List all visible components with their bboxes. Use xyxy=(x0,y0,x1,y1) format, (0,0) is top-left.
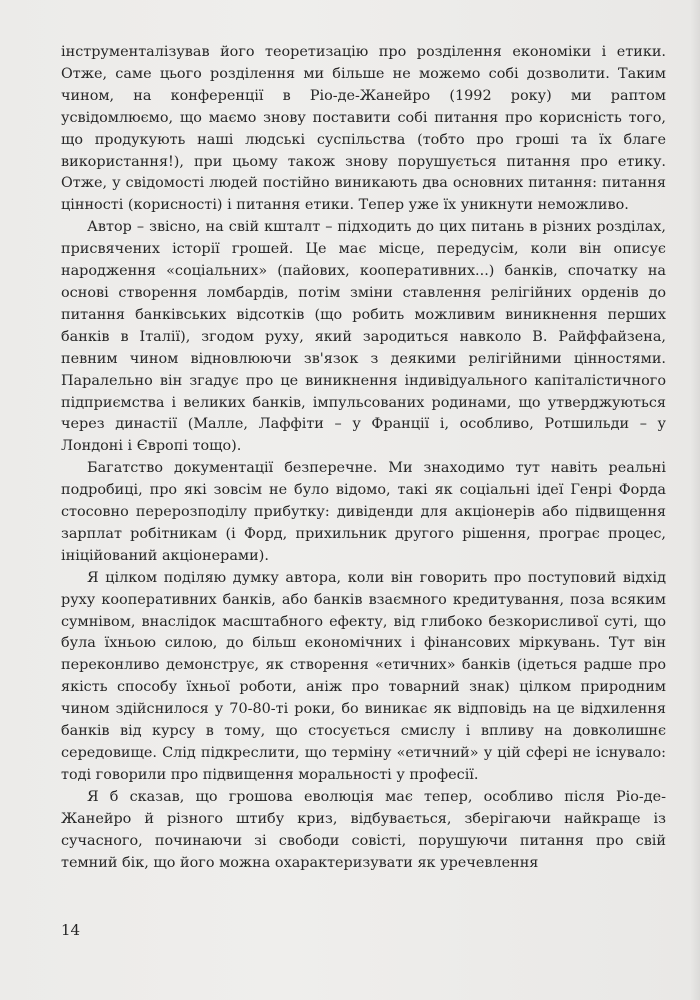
paragraph-3: Багатство документації безперечне. Ми знаходимо тут навіть реальні подробиці, про які зовсім не було відомо, такі як соціальні ідеї Генрі Форда стосовно перерозподілу прибутку: дивіденди для акціонерів або підвищення зарплат робітникам (і Форд, прихильник другого рішення, програє процес, ініційований акціонерами). xyxy=(61,460,666,564)
body-text xyxy=(61,42,666,874)
paragraph-2: Автор – звісно, на свій кшталт – підходить до цих питань в різних розділах, присвячених історії грошей. Це має місце, передусім, коли він описує народження «соціальних» (пайових, кооперативних...) банків, спочатку на основі створення ломбардів, потім зміни ставлення релігійних орденів до питання банківських відсотків (що робить можливим виникнення перших банків в Італії), згодом руху, який зародиться навколо В. Райффайзена, певним чином відновлюючи зв'язок з деякими релігійними цінностями. Паралельно він згадує про це виникнення індивідуального капіталістичного підприємства і великих банків, імпульсованих родинами, що утверджуються через династії (Малле, Лаффіти – у Франції і, особливо, Ротшильди – у Лондоні і Європі тощо). xyxy=(61,219,666,455)
paragraph-1: інструменталізував його теоретизацію про розділення економіки і етики. Отже, саме цього розділення ми більше не можемо собі дозволити. Таким чином, на конференції в Ріо-де-Жанейро (1992 року) ми раптом усвідомлюємо, що маємо знову поставити собі питання про корисність того, що продукують наші людські суспільства (тобто про гроші та їх благе використання!), при цьому також знову порушується питання про етику. Отже, у свідомості людей постійно виникають два основних питання: питання цінності (корисності) і питання етики. Тепер уже їх уникнути неможливо. xyxy=(61,44,666,214)
page-edge-shadow xyxy=(690,0,700,1000)
page-number: 14 xyxy=(61,921,81,939)
paragraph-5: Я б сказав, що грошова еволюція має тепер, особливо після Ріо-де-Жанейро й різного штибу криз, відбувається, зберігаючи найкраще із сучасного, починаючи зі свободи совісті, порушуючи питання про свій темний бік, що його можна охарактеризувати як уречевлення xyxy=(61,788,666,871)
paragraph-4: Я цілком поділяю думку автора, коли він говорить про поступовий відхід руху кооперативних банків, або банків взаємного кредитування, поза всяким сумнівом, внаслідок масштабного ефекту, від глибоко безкорисливої суті, що була їхньою силою, до більш економічних і фінансових міркувань. Тут він переконливо демонструє, як створення «етичних» банків (ідеться радше про якість способу їхньої роботи, аніж про товарний знак) цілком природним чином здійснилося у 70-80-ті роки, бо виникає як відповідь на це відхилення банків від курсу в тому, що стосується смислу і впливу на довколишнє середовище. Слід підкреслити, що терміну «етичний» у цій сфері не існувало: тоді говорили про підвищення моральності у професії. xyxy=(61,569,666,783)
